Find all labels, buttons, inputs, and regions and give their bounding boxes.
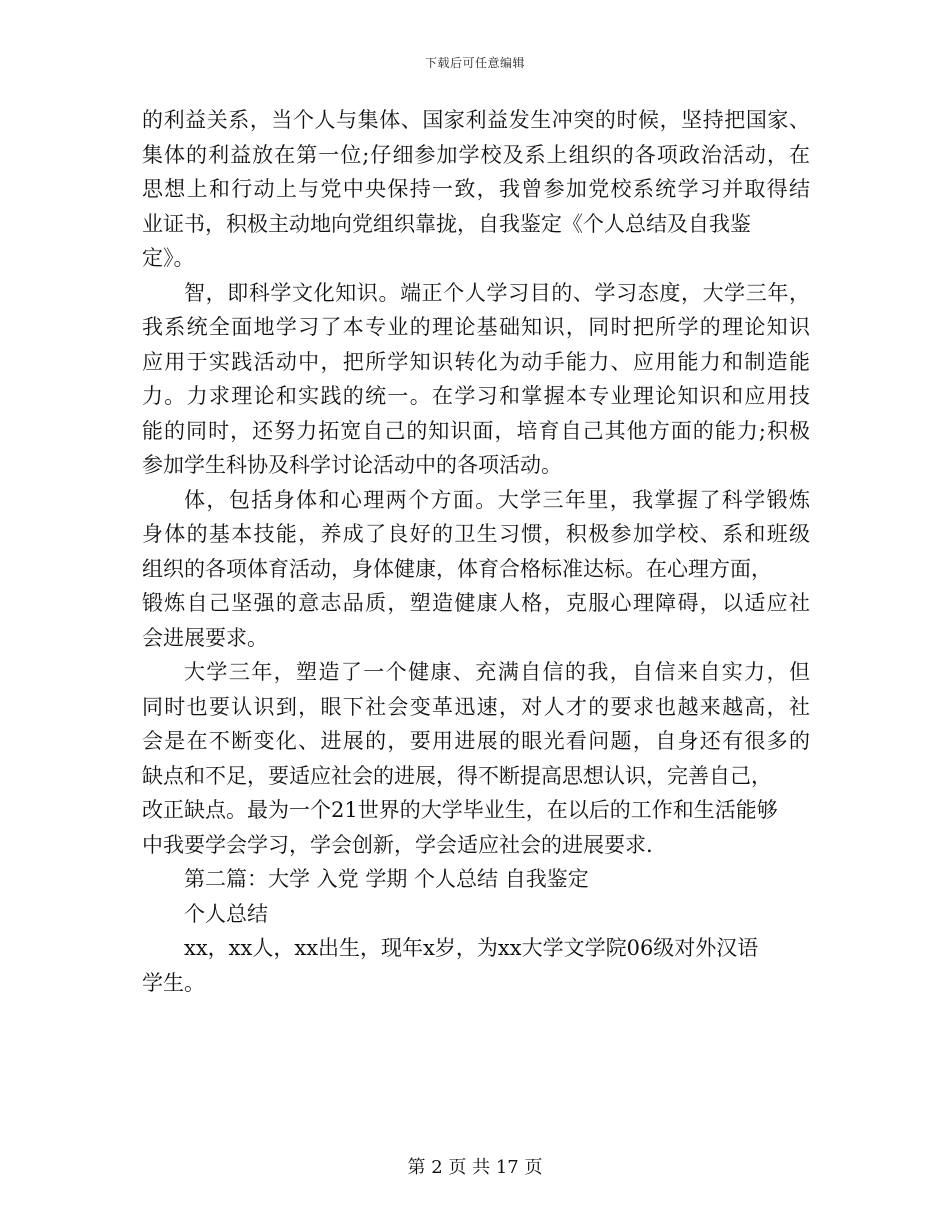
paragraph-start-line: 体，包括身体和心理两个方面。大学三年里，我掌握了科学锻炼 bbox=[184, 487, 810, 512]
body-line: 力。力求理论和实践的统一。在学习和掌握本专业理论知识和应用技 bbox=[142, 384, 810, 408]
body-line: 锻炼自己坚强的意志品质，塑造健康人格，克服心理障碍，以适应社 bbox=[142, 591, 810, 615]
body-line: 业证书，积极主动地向党组织靠拢，自我鉴定《个人总结及自我鉴 bbox=[142, 211, 751, 236]
paragraph-start-line: 大学三年，塑造了一个健康、充满自信的我，自信来自实力，但 bbox=[184, 660, 810, 684]
body-line: 思想上和行动上与党中央保持一致，我曾参加党校系统学习并取得结 bbox=[142, 177, 810, 201]
body-line: 中我要学会学习，学会创新，学会适应社会的进展要求. bbox=[142, 832, 653, 857]
body-line: 会进展要求。 bbox=[142, 625, 268, 650]
body-line: 应用于实践活动中，把所学知识转化为动手能力、应用能力和制造能 bbox=[142, 349, 810, 374]
body-line: 组织的各项体育活动，身体健康，体育合格标准达标。在心理方面， bbox=[142, 556, 772, 581]
body-line: 缺点和不足，要适应社会的进展，得不断提高思想认识，完善自己， bbox=[142, 763, 772, 788]
page-number-footer: 第 2 页 共 17 页 bbox=[407, 1157, 543, 1178]
subsection-heading: 个人总结 bbox=[184, 901, 268, 926]
page-header: 下载后可任意编辑 bbox=[424, 56, 525, 70]
body-line: 身体的基本技能，养成了良好的卫生习惯，积极参加学校、系和班级 bbox=[142, 522, 810, 546]
paragraph-start-line: xx，xx人，xx出生，现年x岁，为xx大学文学院06级对外汉语 bbox=[184, 936, 759, 960]
body-line: 我系统全面地学习了本专业的理论基础知识，同时把所学的理论知识 bbox=[142, 315, 810, 339]
body-line: 学生。 bbox=[142, 970, 205, 995]
paragraph-start-line: 智，即科学文化知识。端正个人学习目的、学习态度，大学三年， bbox=[184, 280, 810, 305]
section-heading: 第二篇：大学 入党 学期 个人总结 自我鉴定 bbox=[184, 867, 589, 891]
document-body bbox=[142, 103, 810, 1000]
body-line: 会是在不断变化、进展的，要用进展的眼光看问题，自身还有很多的 bbox=[142, 729, 810, 753]
body-line: 改正缺点。最为一个21世界的大学毕业生，在以后的工作和生活能够 bbox=[142, 798, 778, 822]
body-line: 的利益关系，当个人与集体、国家利益发生冲突的时候，坚持把国家、 bbox=[142, 108, 810, 132]
body-line: 同时也要认识到，眼下社会变革迅速，对人才的要求也越来越高，社 bbox=[142, 694, 810, 719]
body-line: 定》。 bbox=[142, 246, 195, 270]
body-line: 能的同时，还努力拓宽自己的知识面，培育自己其他方面的能力;积极 bbox=[142, 418, 810, 443]
body-line: 集体的利益放在第一位;仔细参加学校及系上组织的各项政治活动，在 bbox=[142, 142, 810, 167]
body-line: 参加学生科协及科学讨论活动中的各项活动。 bbox=[142, 453, 562, 477]
